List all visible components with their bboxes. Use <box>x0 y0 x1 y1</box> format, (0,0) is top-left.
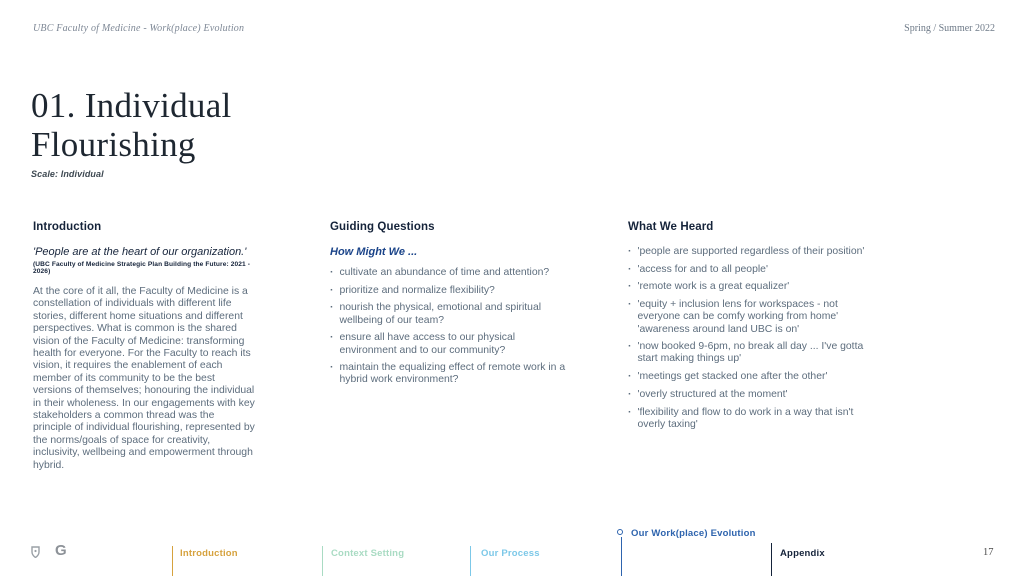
bullet-dot: · <box>330 302 334 314</box>
column-guiding-questions <box>330 221 568 392</box>
heard-quote-text: 'access for and to all people' <box>637 263 768 275</box>
bullet-dot: · <box>628 406 632 418</box>
heard-quote-text: 'people are supported regardless of their position' <box>637 246 865 257</box>
scale-label: Scale: Individual <box>31 169 104 179</box>
guiding-question-text: ensure all have access to our physical environment and to our community? <box>339 332 516 356</box>
bullet-dot: · <box>628 371 632 383</box>
guiding-question-text: maintain the equalizing effect of remote work in a hybrid work environment? <box>339 362 566 386</box>
nav-line-appendix <box>771 543 772 576</box>
heard-quote-text: 'remote work is a great equalizer' <box>637 281 790 293</box>
guiding-question-text: prioritize and normalize flexibility? <box>339 284 495 296</box>
list-item <box>628 389 870 401</box>
heard-quote-text: 'overly structured at the moment' <box>637 388 788 400</box>
heard-quote-text: 'equity + inclusion lens for workspaces - not everyone can be comfy working from home' 'awareness around land UBC is on' <box>637 299 839 335</box>
nav-item-work-place-evolution[interactable]: Our Work(place) Evolution <box>631 528 756 539</box>
list-item <box>330 285 568 297</box>
guiding-questions-heading: Guiding Questions <box>330 221 435 233</box>
list-item <box>628 299 870 336</box>
bullet-dot: · <box>330 267 334 278</box>
heard-quote-text: 'flexibility and flow to do work in a way that isn't overly taxing' <box>637 406 854 430</box>
page-title <box>31 86 451 164</box>
guiding-question-text: cultivate an abundance of time and attention? <box>339 267 550 278</box>
what-we-heard-list <box>628 246 870 431</box>
introduction-citation: (UBC Faculty of Medicine Strategic Plan Building the Future: 2021 - 2026) <box>33 261 250 275</box>
introduction-heading: Introduction <box>33 221 102 233</box>
page-title-line2: Flourishing <box>31 125 196 164</box>
nav-item-our-process[interactable]: Our Process <box>481 548 540 559</box>
nav-line-context-setting <box>322 546 323 576</box>
nav-item-introduction[interactable]: Introduction <box>180 548 238 559</box>
bullet-dot: · <box>330 362 334 374</box>
column-what-we-heard <box>628 221 870 436</box>
what-we-heard-heading: What We Heard <box>628 221 714 233</box>
list-item <box>628 341 870 365</box>
list-item <box>628 264 870 276</box>
bullet-dot: · <box>628 246 632 257</box>
document-header-title: UBC Faculty of Medicine - Work(place) Evolution <box>33 23 245 34</box>
nav-line-our-process <box>470 546 471 576</box>
list-item <box>330 332 568 356</box>
bullet-dot: · <box>628 341 632 353</box>
list-item <box>628 246 870 258</box>
bullet-dot: · <box>330 332 334 344</box>
nav-item-appendix[interactable]: Appendix <box>780 548 825 559</box>
introduction-body: At the core of it all, the Faculty of Medicine is a constellation of individuals with different life stories, different home situations and different perspectives. What is common is the shared vision of the Faculty of Medicine: transforming health for everyone. For the Faculty to reach its vision, it requires the enablement of each member of its community to be the best versions of themselves; honouring the individual in their wholeness. In our engagements with key stakeholders a common thread was the principle of individual flourishing, represented by the norms/goals of space for creativity, inclusivity, wellbeing and empowerment through hybrid. <box>33 286 255 471</box>
list-item <box>330 362 568 386</box>
nav-line-introduction <box>172 546 173 576</box>
page-number: 17 <box>983 547 994 558</box>
list-item <box>628 281 870 293</box>
bullet-dot: · <box>330 284 334 296</box>
how-might-we-subheading: How Might We ... <box>330 246 418 258</box>
bullet-dot: · <box>628 299 632 311</box>
heard-quote-text: 'now booked 9-6pm, no break all day ... I've gotta start making things up' <box>637 341 864 365</box>
document-header-season: Spring / Summer 2022 <box>904 23 995 34</box>
ubc-logo-icon <box>31 546 40 558</box>
page-title-line1: 01. Individual <box>31 86 232 125</box>
list-item <box>330 267 568 279</box>
nav-item-context-setting[interactable]: Context Setting <box>331 548 405 559</box>
nav-line-work-place-evolution <box>621 537 622 576</box>
bullet-dot: · <box>628 281 632 293</box>
title-block <box>31 86 451 179</box>
gensler-logo: G <box>55 542 68 559</box>
guiding-questions-list <box>330 267 568 387</box>
guiding-question-text: nourish the physical, emotional and spiritual wellbeing of our team? <box>339 302 542 326</box>
list-item <box>628 407 870 431</box>
list-item <box>628 371 870 383</box>
heard-quote-text: 'meetings get stacked one after the other' <box>637 371 828 383</box>
introduction-quote: 'People are at the heart of our organization.' <box>33 246 247 258</box>
list-item <box>330 302 568 326</box>
column-introduction <box>33 221 255 472</box>
bullet-dot: · <box>628 263 632 275</box>
bullet-dot: · <box>628 388 632 400</box>
nav-active-marker-icon <box>617 529 623 535</box>
